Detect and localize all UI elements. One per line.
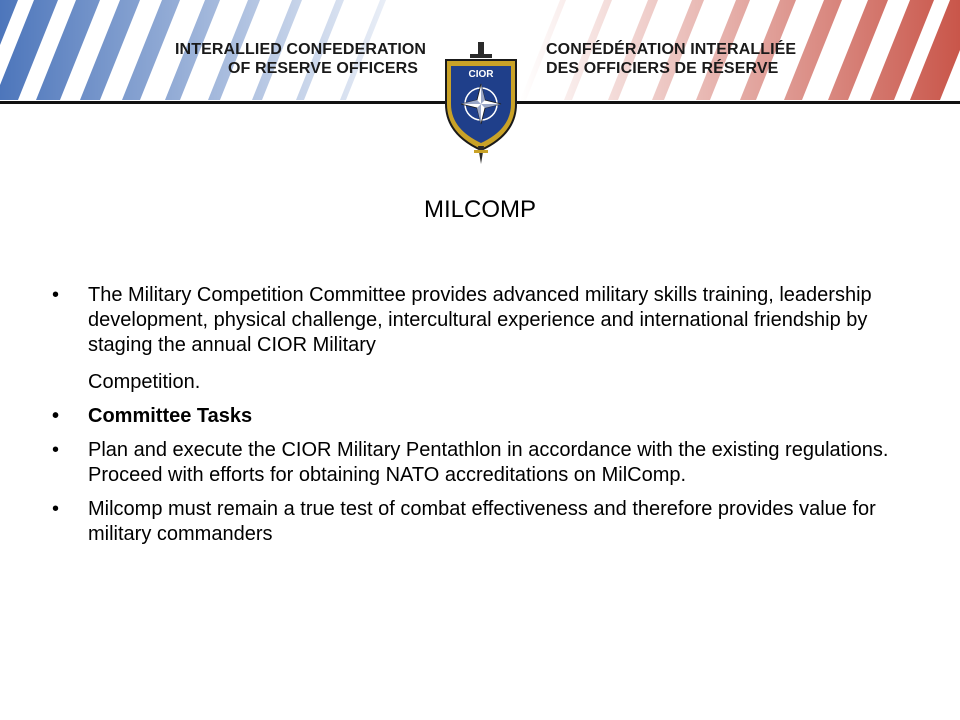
bullet-milcomp-test <box>52 497 912 547</box>
org-en-line1: INTERALLIED CONFEDERATION <box>175 41 427 58</box>
bullet-committee-description <box>52 283 912 395</box>
bullet-text: Committee Tasks <box>88 405 253 427</box>
org-fr-line2: DES OFFICIERS DE RÉSERVE <box>546 60 779 77</box>
emblem-label: CIOR <box>468 69 494 80</box>
cior-emblem-icon <box>440 42 522 164</box>
org-name-french <box>546 40 796 78</box>
bullet-text: Plan and execute the CIOR Military Pentathlon in accordance with the existing regulations. <box>88 439 889 461</box>
slide-content <box>52 283 912 556</box>
org-en-line2: OF RESERVE OFFICERS <box>228 60 419 77</box>
bullet-plan-execute <box>52 438 912 488</box>
bullet-marker: • <box>52 284 60 306</box>
org-fr-line1: CONFÉDÉRATION INTERALLIÉE <box>546 41 797 58</box>
bullet-marker: • <box>52 405 60 427</box>
bullet-subline: Proceed with efforts for obtaining NATO accreditations on MilComp. <box>88 464 687 486</box>
slide-title: MILCOMP <box>423 196 536 223</box>
bullet-marker: • <box>52 439 60 461</box>
bullet-text: The Military Competition Committee provides advanced military skills training, leadership development, physical challenge, intercultural experience and international friendship by staging the annual CIOR Military <box>88 284 872 356</box>
bullet-continuation: Competition. <box>88 371 201 393</box>
bullet-committee-tasks <box>52 404 912 429</box>
bullet-marker: • <box>52 498 60 520</box>
bullet-text: Milcomp must remain a true test of combat effectiveness and therefore provides value for military commanders <box>88 498 876 545</box>
org-name-english <box>175 40 426 78</box>
